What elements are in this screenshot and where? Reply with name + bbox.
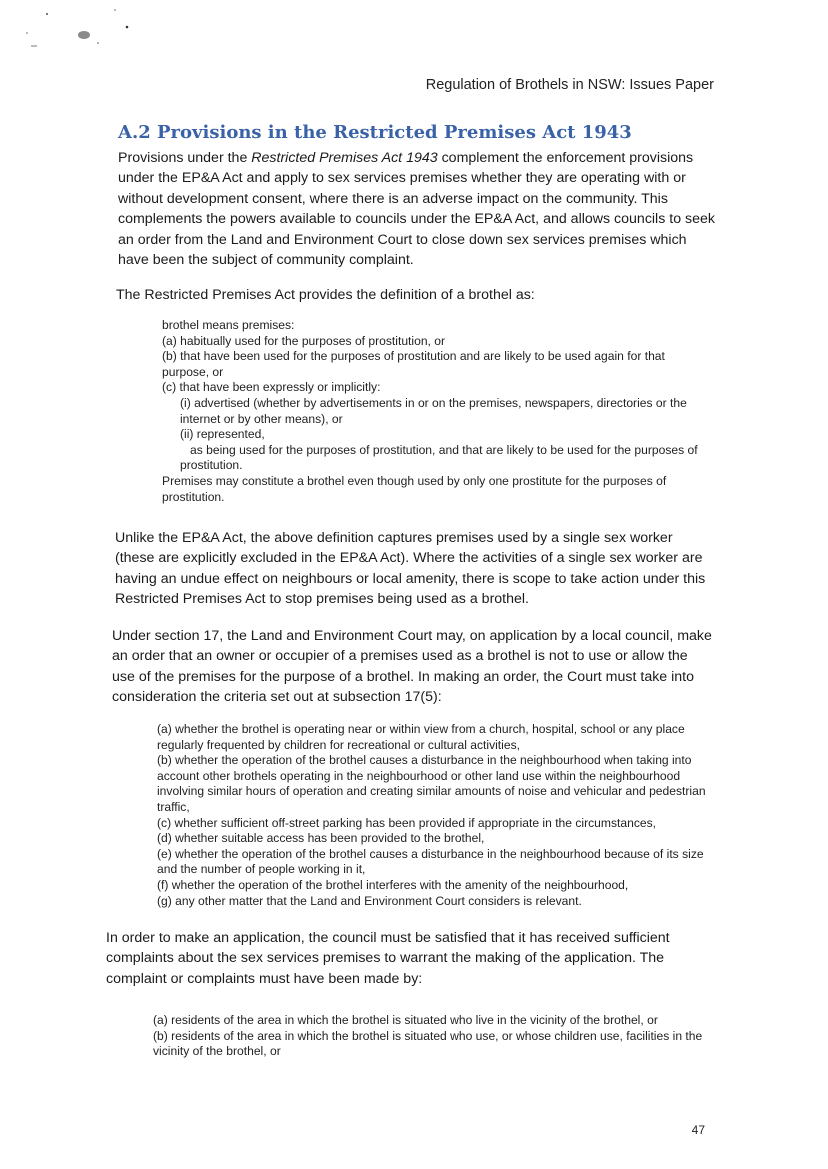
- criterion-c: (c) whether sufficient off-street parking has been provided if appropriate in the circumstances,: [157, 815, 657, 830]
- criteria-list: [157, 722, 713, 909]
- intro-rest: complement the enforcement provisions under the EP&A Act and apply to sex services premises whether they are operating with or without development consent, where there is an adverse impact on the community. This complements the powers available to councils under the EP&A Act, and allows councils to seek an order from the Land and Environment Court to close down sex services premises which have been the subject of community complaint.: [118, 150, 715, 269]
- definition-item-c-i: (i) advertised (whether by advertisements in or on the premises, newspapers, directories or the internet or by other means), or: [180, 395, 687, 426]
- definition-item-c-tail: as being used for the purposes of prostitution, and that are likely to be used for the purposes of prostitution.: [180, 442, 698, 473]
- definition-item-c-ii: (ii) represented,: [180, 427, 265, 442]
- complainant-a: (a) residents of the area in which the brothel is situated who live in the vicinity of the brothel, or: [153, 1013, 658, 1027]
- complainant-b: (b) residents of the area in which the brothel is situated who use, or whose children use, facilities in the vicinity of the brothel, or: [153, 1028, 703, 1059]
- criterion-b: (b) whether the operation of the brothel causes a disturbance in the neighbourhood when taking into account other brothels operating in the neighbourhood or other land use within the neighbourhood involving similar hours of operation and creating similar amounts of noise and vehicular and pedestrian traffic,: [157, 753, 706, 814]
- definition-item-c: (c) that have been expressly or implicitly:: [162, 380, 381, 395]
- criterion-g: (g) any other matter that the Land and Environment Court considers is relevant.: [157, 893, 582, 908]
- section-17-paragraph: Under section 17, the Land and Environment Court may, on application by a local council, make an order that an owner or occupier of a premises used as a brothel is not to use or allow the use of the premises for the purpose of a brothel. In making an order, the Court must take into consideration the criteria set out at subsection 17(5):: [112, 628, 712, 706]
- brothel-definition: [162, 318, 714, 505]
- definition-intro: The Restricted Premises Act provides the definition of a brothel as:: [116, 287, 535, 303]
- definition-item-b: (b) that have been used for the purposes of prostitution and are likely to be used again for that purpose, or: [162, 349, 665, 379]
- single-sex-worker-paragraph: Unlike the EP&A Act, the above definition captures premises used by a single sex worker (these are explicitly excluded in the EP&A Act). Where the activities of a single sex worker are having an undue effect on neighbours or local amenity, there is scope to take action under this Restricted Premises Act to stop premises being used as a brothel.: [115, 530, 706, 608]
- criterion-e: (e) whether the operation of the brothel causes a disturbance in the neighbourhood because of its size and the number of people working in it,: [157, 846, 704, 877]
- complainants-list: [153, 1013, 713, 1060]
- application-paragraph: In order to make an application, the council must be satisfied that it has received sufficient complaints about the sex services premises to warrant the making of the application. The complaint or complaints must have been made by:: [106, 930, 670, 987]
- criterion-a: (a) whether the brothel is operating near or within view from a church, hospital, school or any place regularly frequented by children for recreational or cultural activities,: [157, 722, 685, 752]
- section-title: A.2 Provisions in the Restricted Premises Act 1943: [118, 122, 632, 143]
- running-header: Regulation of Brothels in NSW: Issues Paper: [425, 77, 714, 93]
- criterion-d: (d) whether suitable access has been provided to the brothel,: [157, 831, 485, 846]
- intro-paragraph: [118, 148, 716, 270]
- act-name: Restricted Premises Act 1943: [251, 150, 438, 166]
- criterion-f: (f) whether the operation of the brothel interferes with the amenity of the neighbourhood,: [157, 877, 629, 892]
- definition-note: Premises may constitute a brothel even though used by only one prostitute for the purposes of prostitution.: [162, 473, 667, 504]
- definition-lead: brothel means premises:: [162, 318, 295, 332]
- scan-specks: [0, 0, 140, 60]
- page-number: 47: [691, 1123, 705, 1137]
- definition-item-a: (a) habitually used for the purposes of prostitution, or: [162, 333, 446, 348]
- intro-prefix: Provisions under the: [118, 150, 252, 166]
